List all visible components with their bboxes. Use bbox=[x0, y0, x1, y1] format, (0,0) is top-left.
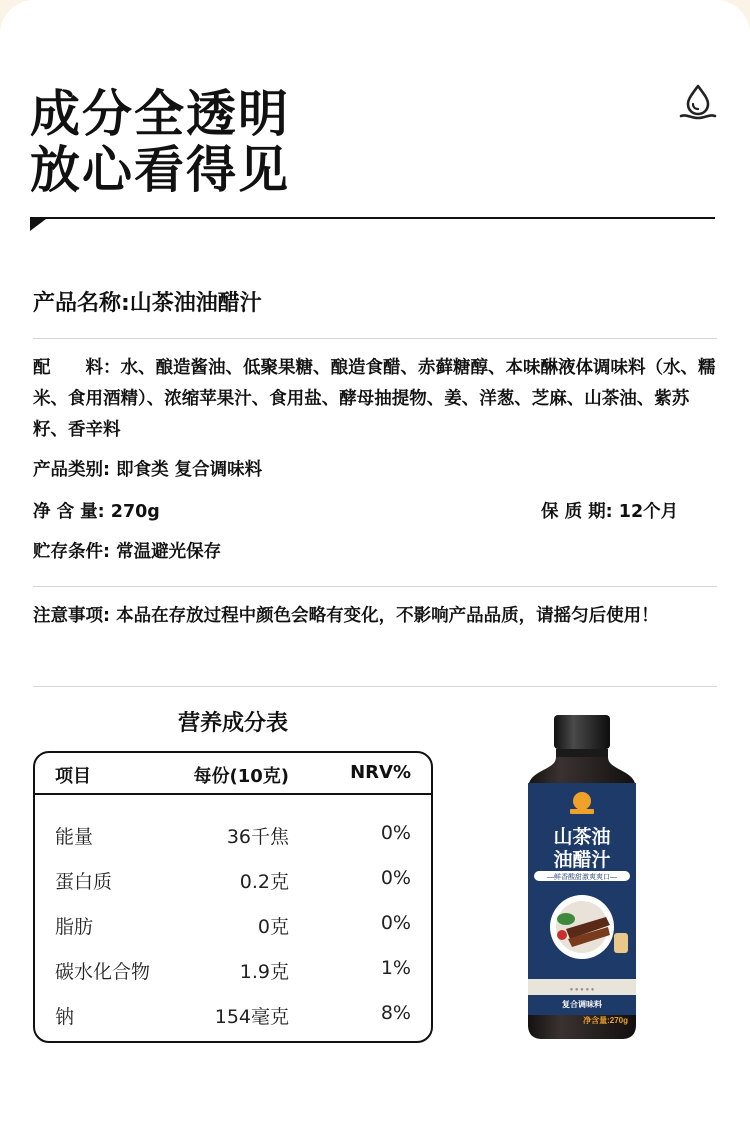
nutrition-table bbox=[33, 751, 433, 1043]
bottle-category: 复合调味料 bbox=[562, 1000, 602, 1009]
nutrient-nrv: 8% bbox=[380, 1002, 411, 1024]
nutrient-name: 蛋白质 bbox=[55, 871, 113, 893]
nutrient-nrv: 0% bbox=[380, 867, 411, 889]
nutrition-title: 营养成分表 bbox=[177, 711, 288, 736]
nutrient-amount: 154毫克 bbox=[214, 1006, 289, 1028]
ingredients-text: 配 料：水、酿造酱油、低聚果糖、酿造食醋、赤藓糖醇、本味醂液体调味料（水、糯米、食用酒精）、浓缩苹果汁、食用盐、酵母抽提物、姜、洋葱、芝麻、山茶油、紫苏籽、香辛料 bbox=[33, 358, 716, 440]
nutrient-amount: 1.9克 bbox=[239, 961, 289, 983]
bottle-label-line-2: 油醋汁 bbox=[553, 850, 611, 871]
nutrient-name: 脂肪 bbox=[55, 916, 94, 938]
nutrient-name: 能量 bbox=[55, 826, 94, 848]
nutrition-row bbox=[35, 903, 431, 948]
headline-line-2: 放心看得见 bbox=[30, 141, 290, 199]
title-wedge bbox=[30, 219, 46, 231]
nutrition-row bbox=[35, 858, 431, 903]
product-bottle-image bbox=[522, 713, 640, 1040]
storage-line: 贮存条件: 常温避光保存 bbox=[33, 542, 222, 562]
shelf-life-line: 保 质 期: 12个月 bbox=[541, 502, 679, 522]
divider bbox=[33, 586, 717, 587]
nutrient-nrv: 0% bbox=[380, 912, 411, 934]
sun-logo-icon bbox=[573, 792, 591, 810]
nutrition-row bbox=[35, 993, 431, 1038]
bottle-net: 净含量:270g bbox=[583, 1016, 628, 1025]
product-name: 产品名称:山茶油油醋汁 bbox=[33, 291, 262, 316]
nutrient-amount: 36千焦 bbox=[226, 826, 289, 848]
header-item: 项目 bbox=[55, 766, 91, 787]
nutrient-name: 碳水化合物 bbox=[55, 961, 151, 983]
category-line: 产品类别: 即食类 复合调味料 bbox=[33, 460, 263, 480]
bottle-tagline: —鲜香酸甜激爽爽口— bbox=[547, 874, 617, 881]
net-content-line: 净 含 量: 270g bbox=[33, 502, 160, 522]
svg-text:● ● ● ● ●: ● ● ● ● ● bbox=[569, 987, 595, 993]
title-rule bbox=[30, 217, 715, 219]
nutrient-nrv: 1% bbox=[380, 957, 411, 979]
divider bbox=[33, 338, 717, 339]
nutrient-name: 钠 bbox=[55, 1006, 75, 1028]
nutrition-row bbox=[35, 813, 431, 858]
nutrient-amount: 0.2克 bbox=[239, 871, 289, 893]
divider bbox=[33, 686, 717, 687]
nutrient-nrv: 0% bbox=[380, 822, 411, 844]
headline-line-1: 成分全透明 bbox=[30, 85, 290, 143]
notice-text: 注意事项: 本品在存放过程中颜色会略有变化，不影响产品品质，请摇匀后使用！ bbox=[33, 606, 659, 626]
nutrition-header-row bbox=[35, 753, 431, 795]
bottle-label-line-1: 山茶油 bbox=[553, 827, 611, 848]
water-drop-hand-icon bbox=[676, 80, 720, 124]
nutrient-amount: 0克 bbox=[257, 916, 289, 938]
header-nrv: NRV% bbox=[350, 762, 411, 783]
header-per-serving: 每份(10克) bbox=[193, 766, 289, 787]
nutrition-row bbox=[35, 948, 431, 993]
headline bbox=[30, 86, 290, 198]
